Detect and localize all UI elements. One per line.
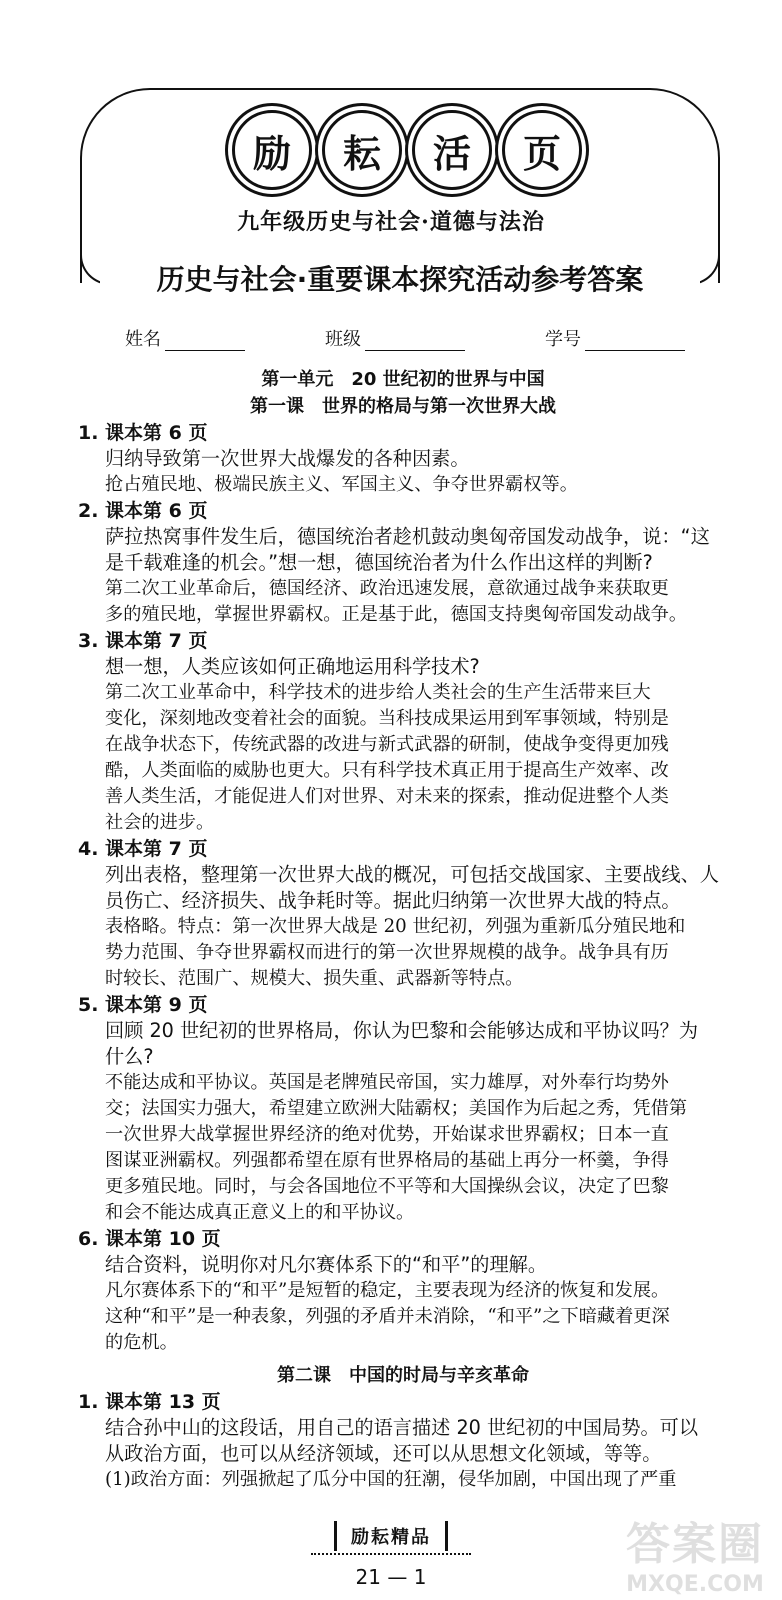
footer-rule	[311, 1553, 471, 1555]
question-line: 结合资料，说明你对凡尔赛体系下的“和平”的理解。	[105, 1253, 548, 1276]
item-page-ref: 课本第 9 页	[105, 994, 208, 1016]
item-heading	[78, 1226, 728, 1252]
number-blank[interactable]	[585, 332, 685, 351]
number-field	[545, 325, 685, 351]
answer-line: 交；法国实力强大，希望建立欧洲大陆霸权；美国作为后起之秀，凭借第	[105, 1098, 688, 1119]
item-heading	[78, 420, 728, 446]
answer-line: 和会不能达成真正意义上的和平协议。	[105, 1202, 415, 1223]
item-number: 2.	[78, 500, 99, 522]
answer-line: 这种“和平”是一种表象，列强的矛盾并未消除，“和平”之下暗藏着更深	[105, 1306, 670, 1327]
item-number: 1.	[78, 1391, 99, 1413]
header-circles	[232, 110, 582, 190]
answer-line: 一次世界大战掌握世界经济的绝对优势，开始谋求世界霸权；日本一直	[105, 1124, 669, 1145]
name-blank[interactable]	[165, 332, 245, 351]
item-page-ref: 课本第 7 页	[105, 838, 208, 860]
answer-content	[78, 366, 728, 1493]
item-page-ref: 课本第 13 页	[105, 1391, 221, 1413]
item-page-ref: 课本第 10 页	[105, 1228, 221, 1250]
question-line: 想一想，人类应该如何正确地运用科学技术?	[105, 655, 480, 678]
student-info-row	[125, 325, 685, 351]
watermark-url: MXQE.COM	[626, 1572, 764, 1597]
header-circle: 励	[232, 110, 312, 190]
item-heading	[78, 628, 728, 654]
footer-brand: 励耘精品	[334, 1521, 448, 1551]
name-field	[125, 325, 245, 351]
answer-line: 抢占殖民地、极端民族主义、军国主义、争夺世界霸权等。	[105, 474, 578, 495]
answer-line: 时较长、范围广、规模大、损失重、武器新等特点。	[105, 968, 524, 989]
item-page-ref: 课本第 6 页	[105, 422, 208, 444]
page-title: 历史与社会·重要课本探究活动参考答案	[100, 258, 700, 298]
header-circle: 活	[412, 110, 492, 190]
question-line: 是千载难逢的机会。”想一想，德国统治者为什么作出这样的判断?	[105, 551, 653, 574]
item-heading	[78, 498, 728, 524]
item-heading	[78, 1389, 728, 1415]
question-line: 列出表格，整理第一次世界大战的概况，可包括交战国家、主要战线、人	[105, 863, 719, 886]
item-number: 5.	[78, 994, 99, 1016]
answer-line: 更多殖民地。同时，与会各国地位不平等和大国操纵会议，决定了巴黎	[105, 1176, 669, 1197]
header-circle: 页	[502, 110, 582, 190]
question-line: 什么?	[105, 1045, 154, 1068]
class-label: 班级	[325, 329, 361, 350]
answer-line: 表格略。特点：第一次世界大战是 20 世纪初，列强为重新瓜分殖民地和	[105, 916, 686, 937]
item-page-ref: 课本第 6 页	[105, 500, 208, 522]
item-heading	[78, 836, 728, 862]
question-line: 员伤亡、经济损失、战争耗时等。据此归纳第一次世界大战的特点。	[105, 889, 681, 912]
lesson2-items	[78, 1389, 728, 1493]
answer-line: 社会的进步。	[105, 812, 215, 833]
answer-line: 不能达成和平协议。英国是老牌殖民帝国，实力雄厚，对外奉行均势外	[105, 1072, 669, 1093]
answer-line: 的危机。	[105, 1332, 178, 1353]
answer-line: 图谋亚洲霸权。列强都希望在原有世界格局的基础上再分一杯羹，争得	[105, 1150, 669, 1171]
answer-line: 在战争状态下，传统武器的改进与新式武器的研制，使战争变得更加残	[105, 734, 669, 755]
answer-line: (1)政治方面：列强掀起了瓜分中国的狂潮，侵华加剧，中国出现了严重	[105, 1469, 677, 1490]
answer-line: 多的殖民地，掌握世界霸权。正是基于此，德国支持奥匈帝国发动战争。	[105, 604, 688, 625]
lesson1-items	[78, 420, 728, 1356]
item-number: 3.	[78, 630, 99, 652]
item-page-ref: 课本第 7 页	[105, 630, 208, 652]
watermark-text: 答案圈	[626, 1519, 764, 1570]
answer-line: 第二次工业革命后，德国经济、政治迅速发展，意欲通过战争来获取更	[105, 578, 669, 599]
question-line: 萨拉热窝事件发生后，德国统治者趁机鼓动奥匈帝国发动战争，说：“这	[105, 525, 710, 548]
question-line: 从政治方面，也可以从经济领域，还可以从思想文化领域，等等。	[105, 1442, 662, 1465]
answer-line: 第二次工业革命中，科学技术的进步给人类社会的生产生活带来巨大	[105, 682, 651, 703]
question-line: 回顾 20 世纪初的世界格局，你认为巴黎和会能够达成和平协议吗？为	[105, 1019, 699, 1042]
unit-title: 第一单元 20 世纪初的世界与中国	[261, 369, 545, 390]
class-field	[325, 325, 465, 351]
number-label: 学号	[545, 329, 581, 350]
page-number: 21 — 1	[355, 1565, 427, 1589]
answer-line: 势力范围、争夺世界霸权而进行的第一次世界规模的战争。战争具有历	[105, 942, 669, 963]
answer-line: 酷，人类面临的威胁也更大。只有科学技术真正用于提高生产效率、改	[105, 760, 669, 781]
question-line: 结合孙中山的这段话，用自己的语言描述 20 世纪初的中国局势。可以	[105, 1416, 699, 1439]
item-number: 1.	[78, 422, 99, 444]
header-subtitle: 九年级历史与社会·道德与法治	[237, 209, 545, 235]
item-heading	[78, 992, 728, 1018]
header-circle: 耘	[322, 110, 402, 190]
class-blank[interactable]	[365, 332, 465, 351]
answer-line: 善人类生活，才能促进人们对世界、对未来的探索，推动促进整个人类	[105, 786, 669, 807]
watermark	[610, 1508, 780, 1598]
question-line: 归纳导致第一次世界大战爆发的各种因素。	[105, 447, 470, 470]
lesson-title: 第二课 中国的时局与辛亥革命	[277, 1365, 529, 1386]
item-number: 6.	[78, 1228, 99, 1250]
name-label: 姓名	[125, 329, 161, 350]
item-number: 4.	[78, 838, 99, 860]
answer-line: 变化，深刻地改变着社会的面貌。当科技成果运用到军事领域，特别是	[105, 708, 669, 729]
answer-line: 凡尔赛体系下的“和平”是短暂的稳定，主要表现为经济的恢复和发展。	[105, 1280, 670, 1301]
lesson-title: 第一课 世界的格局与第一次世界大战	[250, 396, 556, 417]
